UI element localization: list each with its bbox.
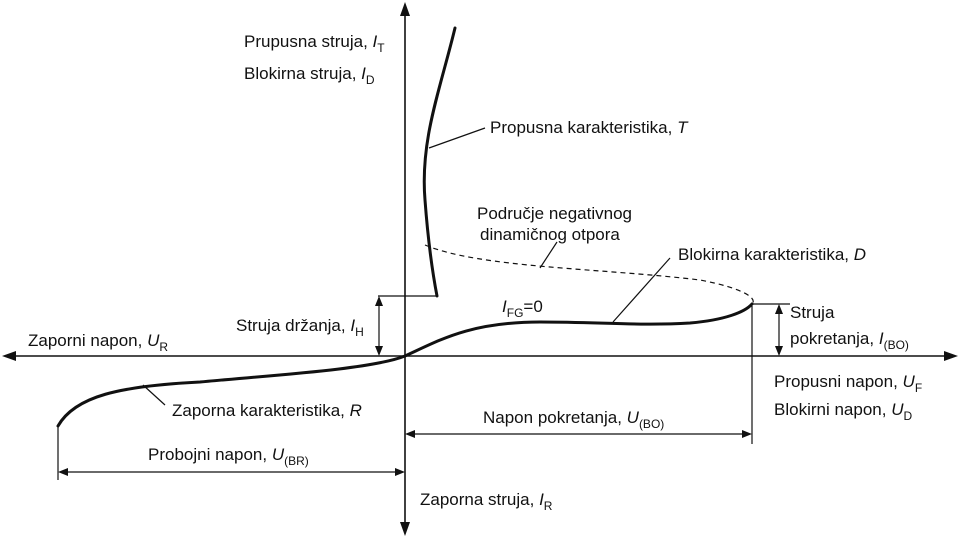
breakover-current-dimension	[752, 304, 790, 356]
label-zaporna-karakteristika: Zaporna karakteristika, R	[172, 401, 362, 420]
forward-conducting-curve	[424, 28, 455, 296]
zaporna-leader	[143, 385, 165, 405]
y-axis-top-arrow	[400, 2, 410, 16]
label-blocking-current: Blokirna struja, $I_D$	[244, 64, 375, 87]
x-axis-right-arrow	[944, 351, 958, 361]
label-breakdown-voltage: Probojni napon, $U_{(BR)}$	[148, 445, 309, 468]
label-breakover-voltage: Napon pokretanja, $U_{(BO)}$	[483, 408, 665, 431]
label-struja-pokretanja-2: pokretanja, $I_{(BO)}$	[790, 329, 909, 352]
label-negativni-2: dinamičnog otpora	[480, 225, 620, 244]
label-holding-current: Struja držanja, $I_H$	[236, 316, 364, 339]
label-struja-pokretanja-1: Struja	[790, 303, 835, 322]
label-reverse-voltage: Zaporni napon, $U_R$	[28, 331, 169, 354]
propusna-leader	[429, 128, 485, 148]
label-ifg: $I_{FG}=0$	[502, 297, 543, 320]
label-reverse-current: Zaporna struja, $I_R$	[420, 490, 553, 513]
label-forward-voltage: Propusni napon, $U_F$	[774, 372, 923, 395]
y-axis-bottom-arrow	[400, 522, 410, 536]
axes	[2, 2, 958, 536]
blokirna-leader	[613, 258, 670, 322]
label-blokirna-karakteristika: Blokirna karakteristika, D	[678, 245, 867, 264]
forward-blocking-curve	[405, 304, 752, 356]
negativni-leader	[540, 242, 557, 268]
x-axis-left-arrow	[2, 351, 16, 361]
label-propusna-karakteristika: Propusna karakteristika, T	[490, 118, 688, 137]
label-forward-current: Prupusna struja, $I_T$	[244, 32, 385, 55]
label-negativni-1: Područje negativnog	[477, 204, 633, 223]
label-blocking-voltage: Blokirni napon, $U_D$	[774, 400, 913, 423]
